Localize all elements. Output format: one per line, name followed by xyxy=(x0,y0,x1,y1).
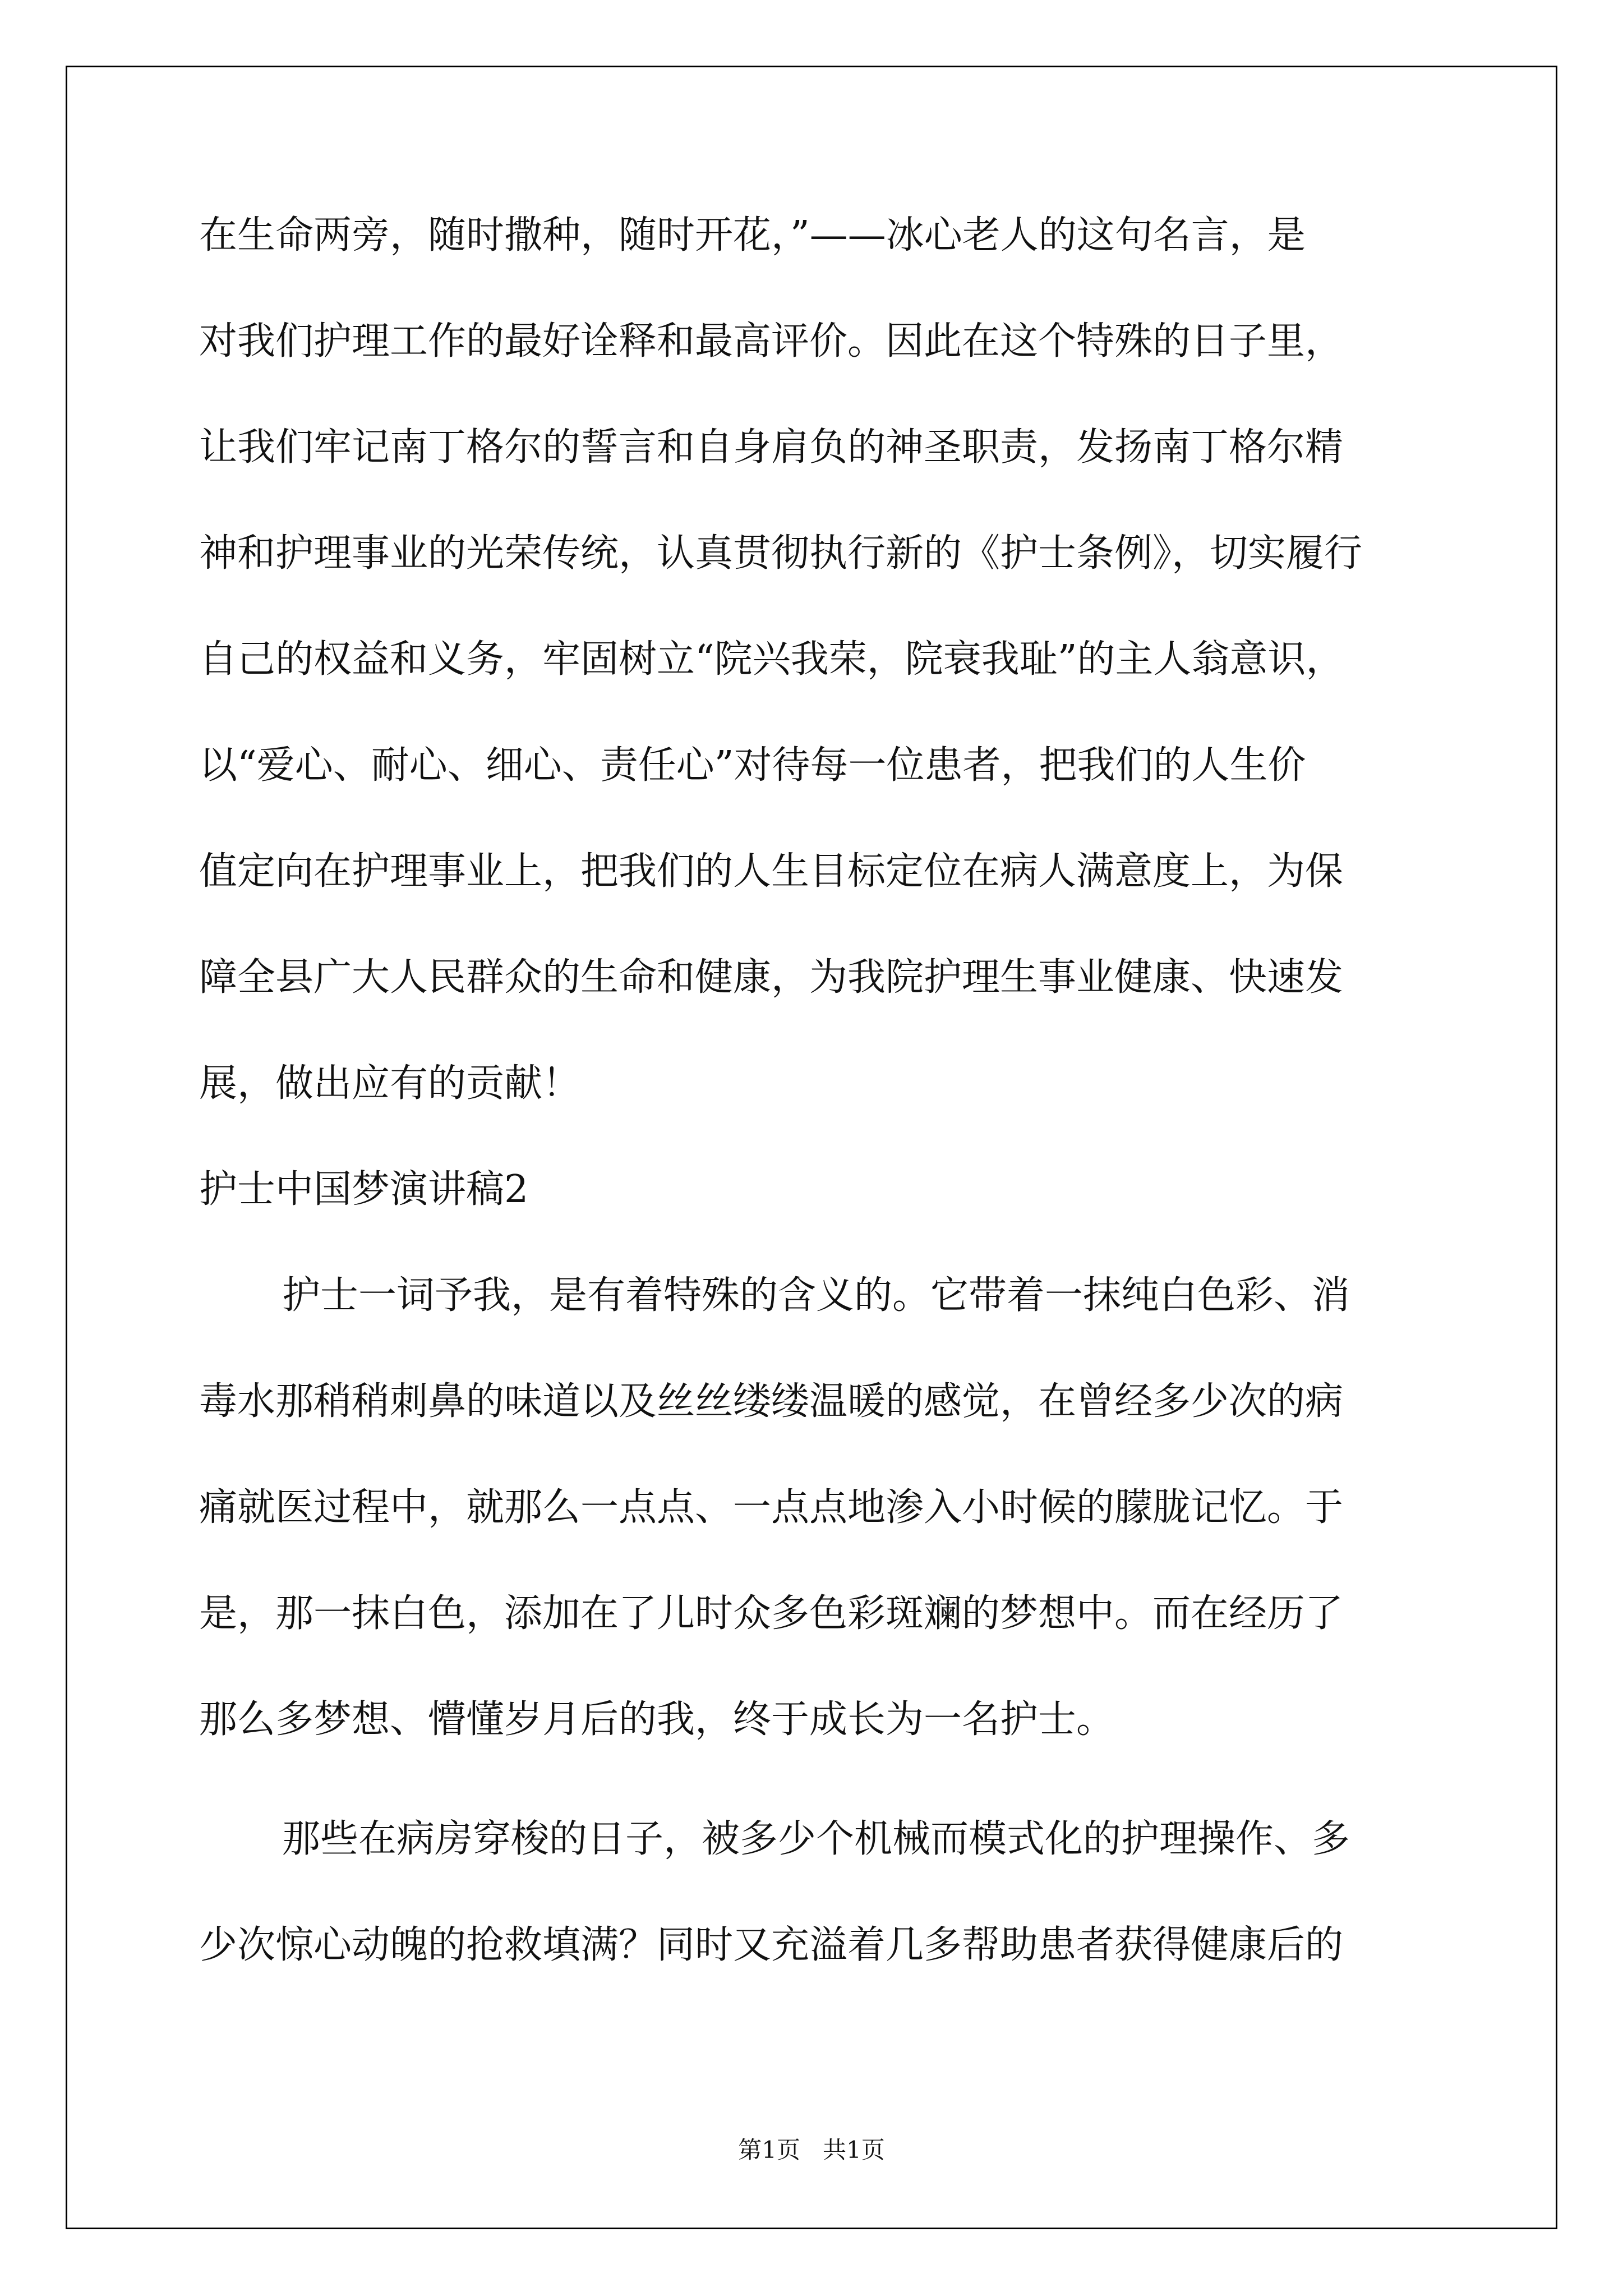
page-border xyxy=(66,66,1557,2229)
paragraph-2-line-3: 痛就医过程中，就那么一点点、一点点地渗入小时候的朦胧记忆。于 xyxy=(199,1485,1344,1530)
paragraph-1-line-5: 自己的权益和义务，牢固树立“院兴我荣，院衰我耻”的主人翁意识， xyxy=(199,637,1344,682)
section-heading: 护士中国梦演讲稿2 xyxy=(199,1167,529,1212)
paragraph-3-line-1: 那些在病房穿梭的日子，被多少个机械而模式化的护理操作、多 xyxy=(282,1817,1350,1861)
paragraph-1-line-2: 对我们护理工作的最好诠释和最高评价。因此在这个特殊的日子里， xyxy=(199,319,1344,364)
page-footer: 第1页 共1页 xyxy=(738,2136,885,2164)
paragraph-2-line-4: 是，那一抹白色，添加在了儿时众多色彩斑斓的梦想中。而在经历了 xyxy=(199,1591,1344,1636)
paragraph-2-line-2: 毒水那稍稍刺鼻的味道以及丝丝缕缕温暖的感觉，在曾经多少次的病 xyxy=(199,1379,1344,1424)
paragraph-1-line-3: 让我们牢记南丁格尔的誓言和自身肩负的神圣职责，发扬南丁格尔精 xyxy=(199,425,1344,470)
paragraph-1-line-7: 值定向在护理事业上，把我们的人生目标定位在病人满意度上，为保 xyxy=(199,849,1344,894)
paragraph-1-line-1: 在生命两旁，随时撒种，随时开花，”——冰心老人的这句名言，是 xyxy=(199,213,1306,257)
paragraph-1-line-6: 以“爱心、耐心、细心、责任心”对待每一位患者，把我们的人生价 xyxy=(199,743,1306,788)
paragraph-1-line-4: 神和护理事业的光荣传统，认真贯彻执行新的《护士条例》，切实履行 xyxy=(199,531,1363,576)
paragraph-1-line-9: 展，做出应有的贡献！ xyxy=(199,1061,581,1106)
paragraph-2-line-5: 那么多梦想、懵懂岁月后的我，终于成长为一名护士。 xyxy=(199,1697,1115,1742)
paragraph-2-line-1: 护士一词予我，是有着特殊的含义的。它带着一抹纯白色彩、消 xyxy=(282,1273,1350,1318)
paragraph-3-line-2: 少次惊心动魄的抢救填满？同时又充溢着几多帮助患者获得健康后的 xyxy=(199,1923,1344,1967)
paragraph-1-line-8: 障全县广大人民群众的生命和健康，为我院护理生事业健康、快速发 xyxy=(199,955,1344,1000)
